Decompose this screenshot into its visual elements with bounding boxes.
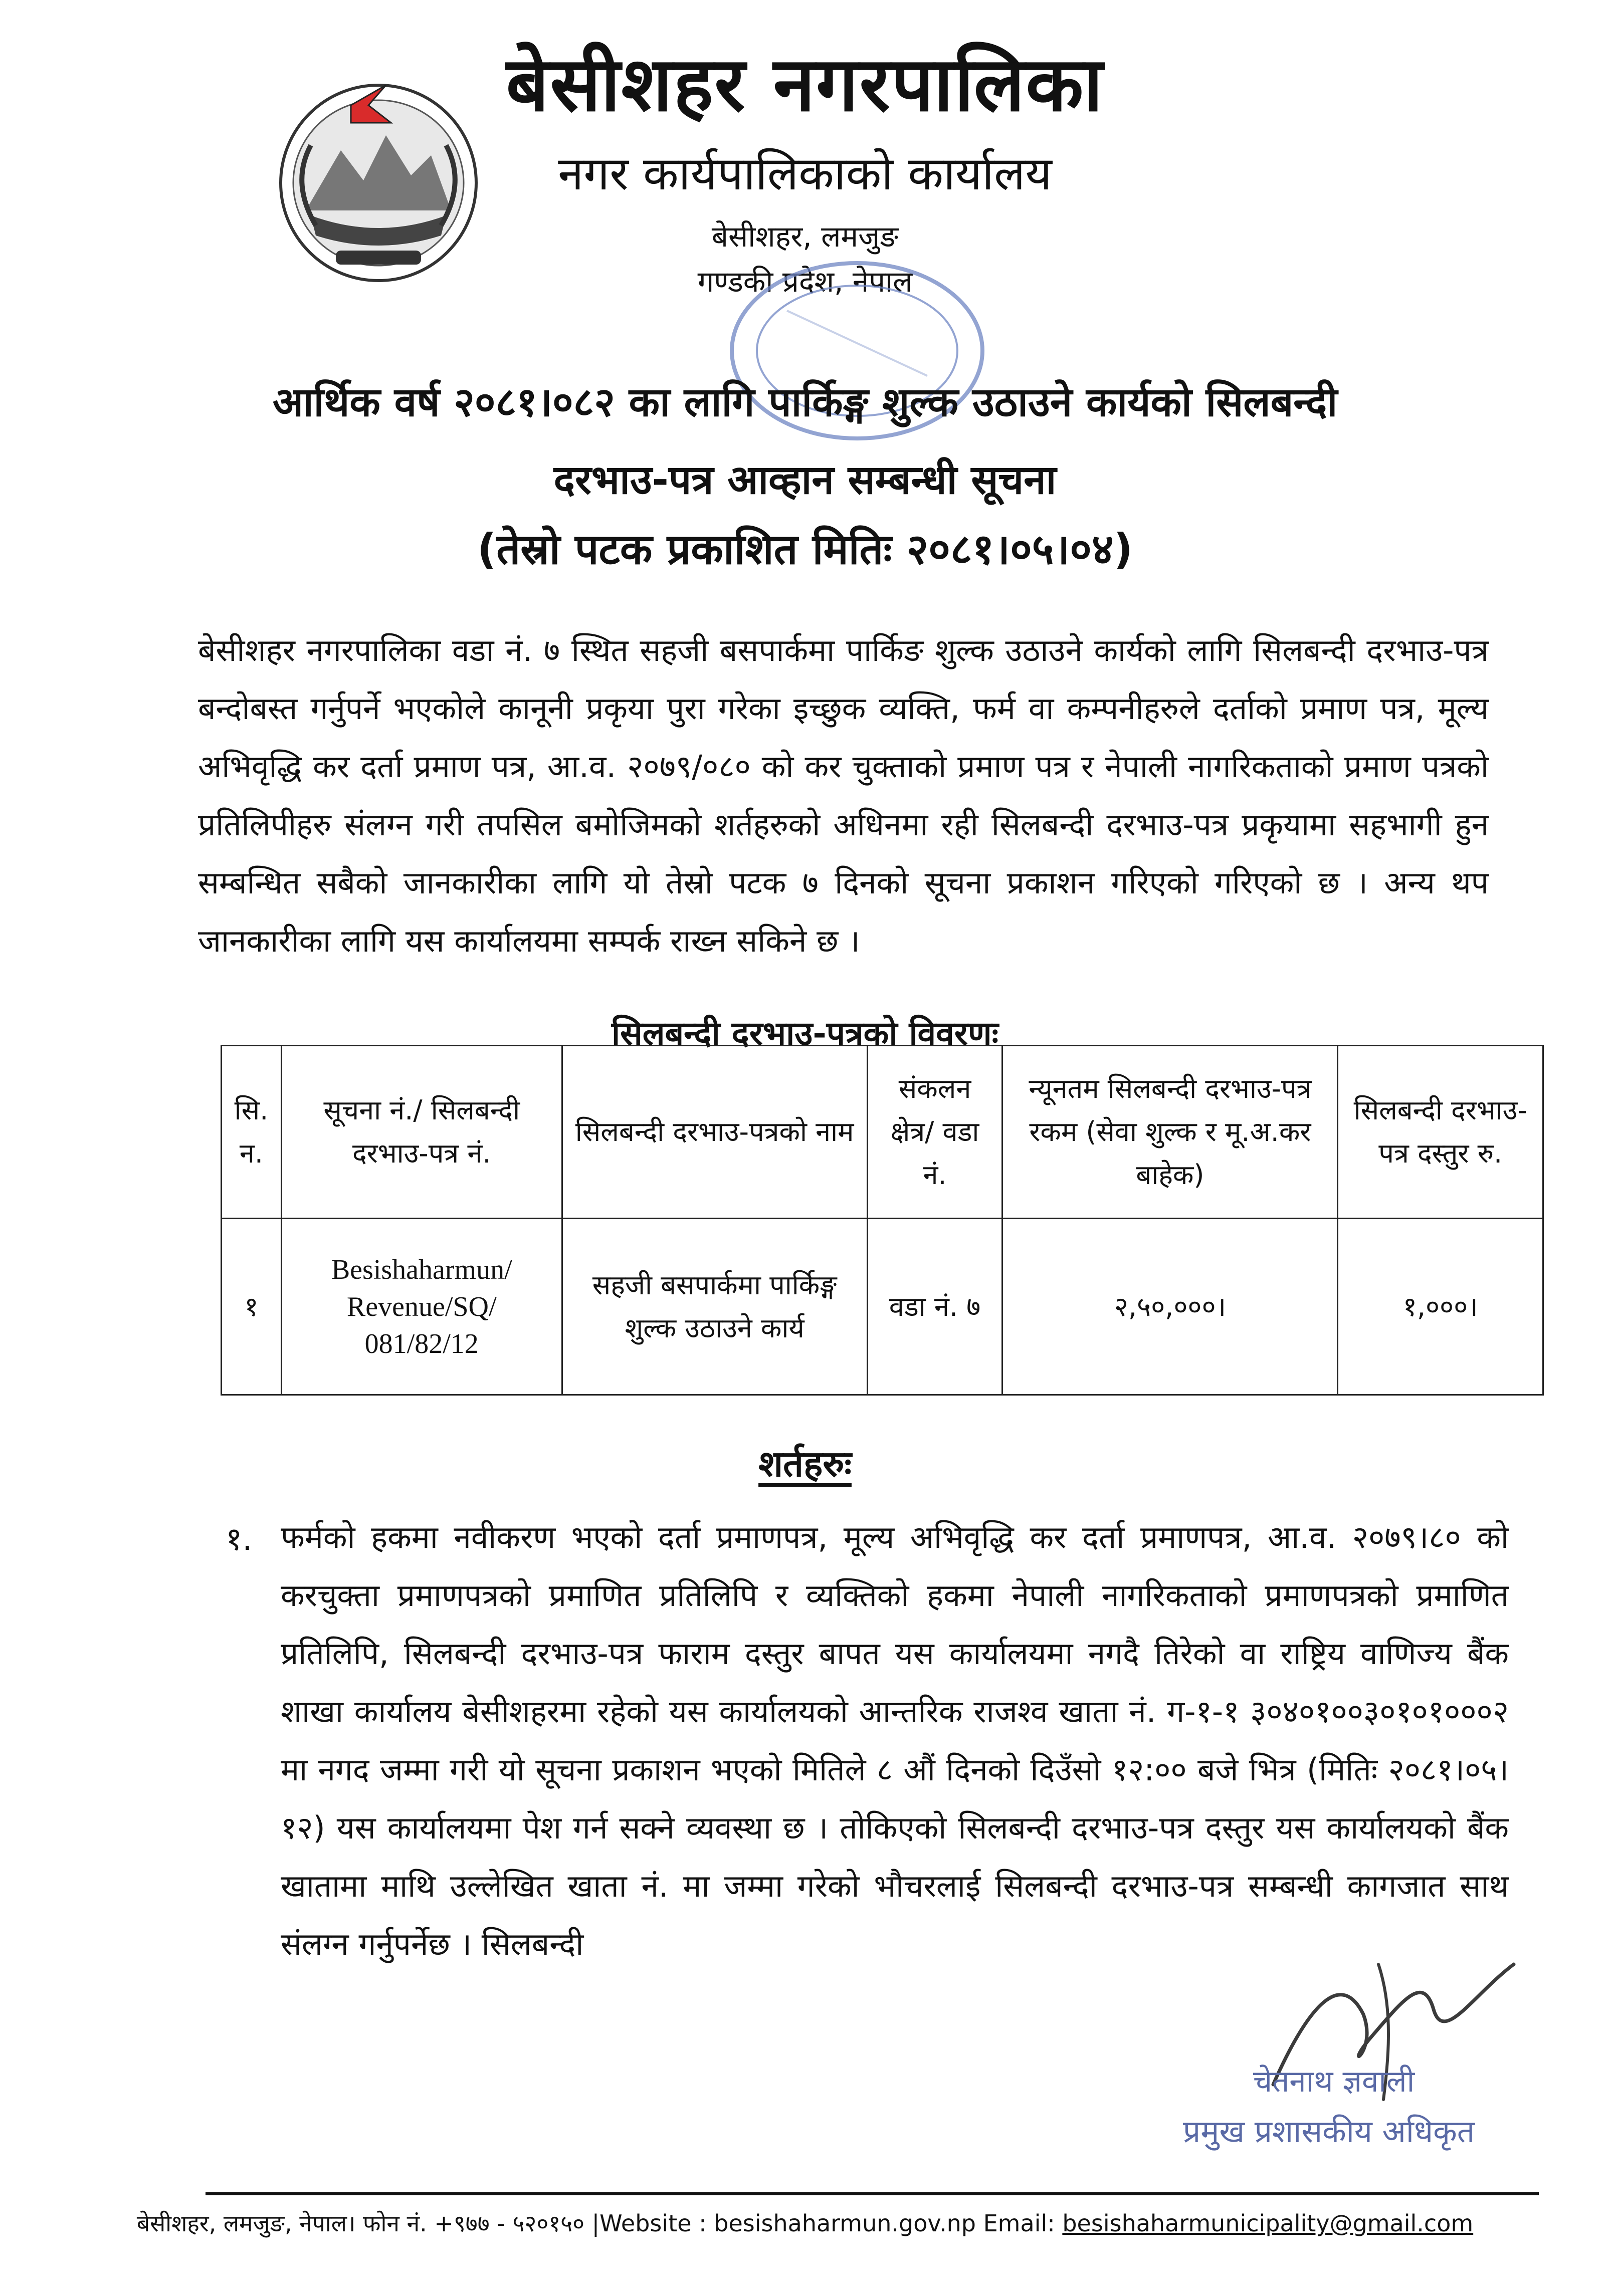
notice-body: बेसीशहर नगरपालिका वडा नं. ७ स्थित सहजी बसपार्कमा पार्किङ शुल्क उठाउने कार्यको लागि सिलबन्दी दरभाउ-पत्र बन्दोबस्त गर्नुपर्ने भएकोले कानूनी प्रकृया पुरा गरेका इच्छुक व्यक्ति, फर्म वा कम्पनीहरुले दर्ताको प्रमाण पत्र, मूल्य अभिवृद्धि कर दर्ता प्रमाण पत्र, आ.व. २०७९/०८० को कर चुक्ताको प्रमाण पत्र र नेपाली नागरिकताको प्रमाण पत्रको प्रतिलिपीहरु संलग्न गरी तपसिल बमोजिमको शर्तहरुको अधिनमा रही सिलबन्दी दरभाउ-पत्र प्रकृयामा सहभागी हुन सम्बन्धित सबैको जानकारीका लागि यो तेस्रो पटक ७ दिनको सूचना प्रकाशन गरिएको गरिएको छ । अन्य थप जानकारीका लागि यस कार्यालयमा सम्पर्क राख्न सकिने छ । [198, 632, 1489, 959]
cell-sn: १ [222, 1219, 282, 1395]
footer-separator: | [591, 2210, 600, 2237]
terms-heading: शर्तहरुः [758, 1443, 852, 1485]
notice-title-line-1: आर्थिक वर्ष २०८१।०८२ का लागि पार्किङ्ग शुल्क उठाउने कार्यको सिलबन्दी [272, 379, 1338, 425]
footer-website[interactable]: besishaharmun.gov.np [714, 2210, 976, 2237]
col-header-sn: सि. न. [222, 1046, 282, 1219]
col-header-min-amount: न्यूनतम सिलबन्दी दरभाउ-पत्र रकम (सेवा शुल्क र मू.अ.कर बाहेक) [1002, 1046, 1338, 1219]
footer-address: बेसीशहर, लमजुङ, नेपाल। फोन नं. +९७७ - ५२०१५० [136, 2210, 585, 2237]
table-row [222, 1219, 1543, 1395]
table-caption: सिलबन्दी दरभाउ-पत्रको विवरणः [612, 1014, 998, 1053]
footer-website-label: Website : [599, 2210, 707, 2237]
cell-ward: वडा नं. ७ [867, 1219, 1002, 1395]
footer-email-label: Email: [983, 2210, 1055, 2237]
office-name: बेसीशहर नगरपालिका [506, 41, 1104, 128]
notice-title-line-3: (तेस्रो पटक प्रकाशित मितिः २०८१।०५।०४) [477, 525, 1133, 574]
signatory-name: चेतनाथ ज्ञवाली [1253, 2064, 1415, 2099]
address-line-1: बेसीशहर, लमजुङ [711, 219, 899, 254]
col-header-ward: संकलन क्षेत्र/ वडा नं. [867, 1046, 1002, 1219]
bid-details-table [221, 1045, 1544, 1396]
table-header-row [222, 1046, 1543, 1219]
cell-min-amount: २,५०,०००। [1002, 1219, 1338, 1395]
cell-name: सहजी बसपार्कमा पार्किङ्ग शुल्क उठाउने कार्य [562, 1219, 867, 1395]
cell-fee: १,०००। [1338, 1219, 1543, 1395]
col-header-fee: सिलबन्दी दरभाउ-पत्र दस्तुर रु. [1338, 1046, 1543, 1219]
notice-title-line-2: दरभाउ-पत्र आव्हान सम्बन्धी सूचना [553, 456, 1057, 503]
footer-divider [206, 2192, 1539, 2195]
term-text: फर्मको हकमा नवीकरण भएको दर्ता प्रमाणपत्र, मूल्य अभिवृद्धि कर दर्ता प्रमाणपत्र, आ.व. २०७९।८० को करचुक्ता प्रमाणपत्रको प्रमाणित प्रतिलिपि र व्यक्तिको हकमा नेपाली नागरिकताको प्रमाणपत्रको प्रमाणित प्रतिलिपि, सिलबन्दी दरभाउ-पत्र फाराम दस्तुर बापत यस कार्यालयमा नगदै तिरेको वा राष्ट्रिय वाणिज्य बैंक शाखा कार्यालय बेसीशहरमा रहेको यस कार्यालयको आन्तरिक राजश्व खाता नं. ग-१-१ ३०४०१००३०१०१०००२ मा नगद जम्मा गरी यो सूचना प्रकाशन भएको मितिले ८ औं दिनको दिउँसो १२:०० बजे भित्र (मितिः २०८१।०५।१२) यस कार्यालयमा पेश गर्न सक्ने व्यवस्था छ । तोकिएको सिलबन्दी दरभाउ-पत्र दस्तुर यस कार्यालयको बैंक खातामा माथि उल्लेखित खाता नं. मा जम्मा गरेको भौचरलाई सिलबन्दी दरभाउ-पत्र सम्बन्धी कागजात साथ संलग्न गर्नुपर्नेछ । सिलबन्दी [281, 1519, 1509, 1962]
office-subtitle: नगर कार्यपालिकाको कार्यालय [558, 147, 1052, 200]
term-number: १. [226, 1521, 253, 1558]
col-header-notice-no: सूचना नं./ सिलबन्दी दरभाउ-पत्र नं. [281, 1046, 562, 1219]
cell-notice-no: Besishaharmun/ Revenue/SQ/ 081/82/12 [281, 1219, 562, 1395]
address-line-2: गण्डकी प्रदेश, नेपाल [697, 265, 913, 299]
footer-email-link[interactable]: besishaharmunicipality@gmail.com [1062, 2210, 1474, 2237]
footer [0, 2207, 1610, 2238]
signatory-title: प्रमुख प्रशासकीय अधिकृत [1183, 2113, 1475, 2150]
col-header-name: सिलबन्दी दरभाउ-पत्रको नाम [562, 1046, 867, 1219]
